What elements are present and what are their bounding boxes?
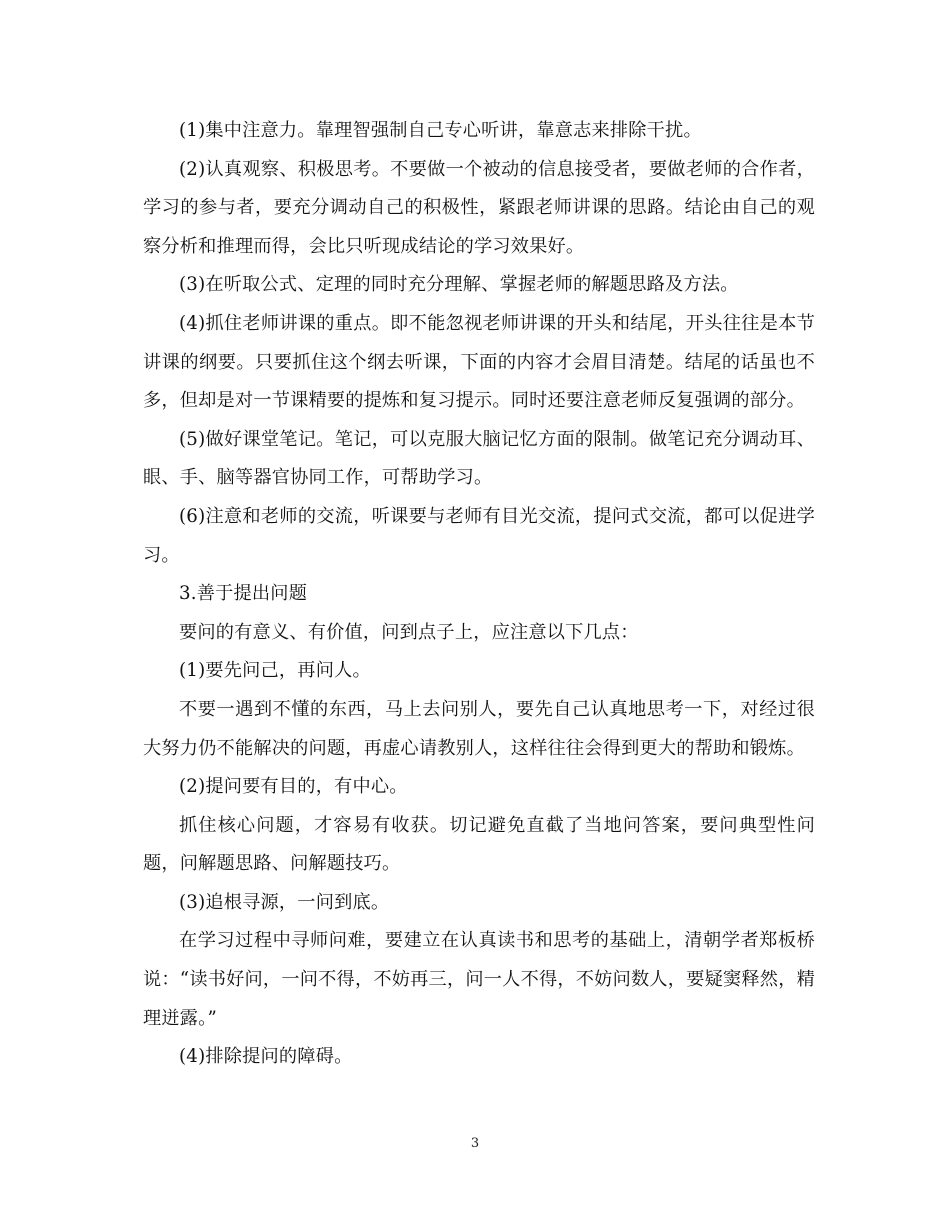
paragraph-attention: (1)集中注意力。靠理智强制自己专心听讲，靠意志来排除干扰。 — [179, 120, 702, 141]
paragraph-formulas: (3)在听取公式、定理的同时充分理解、掌握老师的解题思路及方法。 — [179, 274, 739, 296]
paragraph-purposeful-question: (2)提问要有目的，有中心。 — [179, 776, 408, 798]
paragraph-communication: (6)注意和老师的交流，听课要与老师有目光交流，提问式交流，都可以促进学习。 — [143, 505, 815, 566]
paragraph-observe-think: (2)认真观察、积极思考。不要做一个被动的信息接受者，要做老师的合作者，学习的参与者，要充分调动自己的积极性，紧跟老师讲课的思路。结论由自己的观察分析和推理而得，会比只听现成结论的学习效果好。 — [143, 158, 815, 257]
paragraph-ask-intro: 要问的有意义、有价值，问到点子上，应注意以下几点： — [179, 621, 639, 643]
paragraph-remove-obstacles: (4)排除提问的障碍。 — [179, 1046, 353, 1068]
paragraph-key-points: (4)抓住老师讲课的重点。即不能忽视老师讲课的开头和结尾，开头往往是本节讲课的纲要。只要抓住这个纲去听课，下面的内容才会眉目清楚。结尾的话虽也不多，但却是对一节课精要的提炼和复习提示。同时还要注意老师反复强调的部分。 — [143, 312, 815, 412]
section-heading-ask-questions: 3.善于提出问题 — [179, 583, 308, 605]
paragraph-trace-source-detail: 在学习过程中寻师问难，要建立在认真读书和思考的基础上，清朝学者郑板桥说：“读书好问，一问不得，不妨再三，问一人不得，不妨问数人，要疑窦释然，精理迸露。” — [143, 930, 815, 1029]
paragraph-purposeful-question-detail: 抓住核心问题，才容易有收获。切记避免直截了当地问答案，要问典型性问题，问解题思路、问解题技巧。 — [143, 814, 815, 875]
page-number: 3 — [470, 1136, 480, 1151]
document-body — [143, 112, 815, 1077]
paragraph-trace-source: (3)追根寻源，一问到底。 — [179, 891, 390, 913]
paragraph-ask-self-first-detail: 不要一遇到不懂的东西，马上去问别人，要先自己认真地思考一下，对经过很大努力仍不能解决的问题，再虚心请教别人，这样往往会得到更大的帮助和锻炼。 — [143, 698, 815, 759]
paragraph-notes: (5)做好课堂笔记。笔记，可以克服大脑记忆方面的限制。做笔记充分调动耳、眼、手、脑等器官协同工作，可帮助学习。 — [143, 428, 815, 489]
paragraph-ask-self-first: (1)要先问己，再问人。 — [179, 660, 371, 682]
